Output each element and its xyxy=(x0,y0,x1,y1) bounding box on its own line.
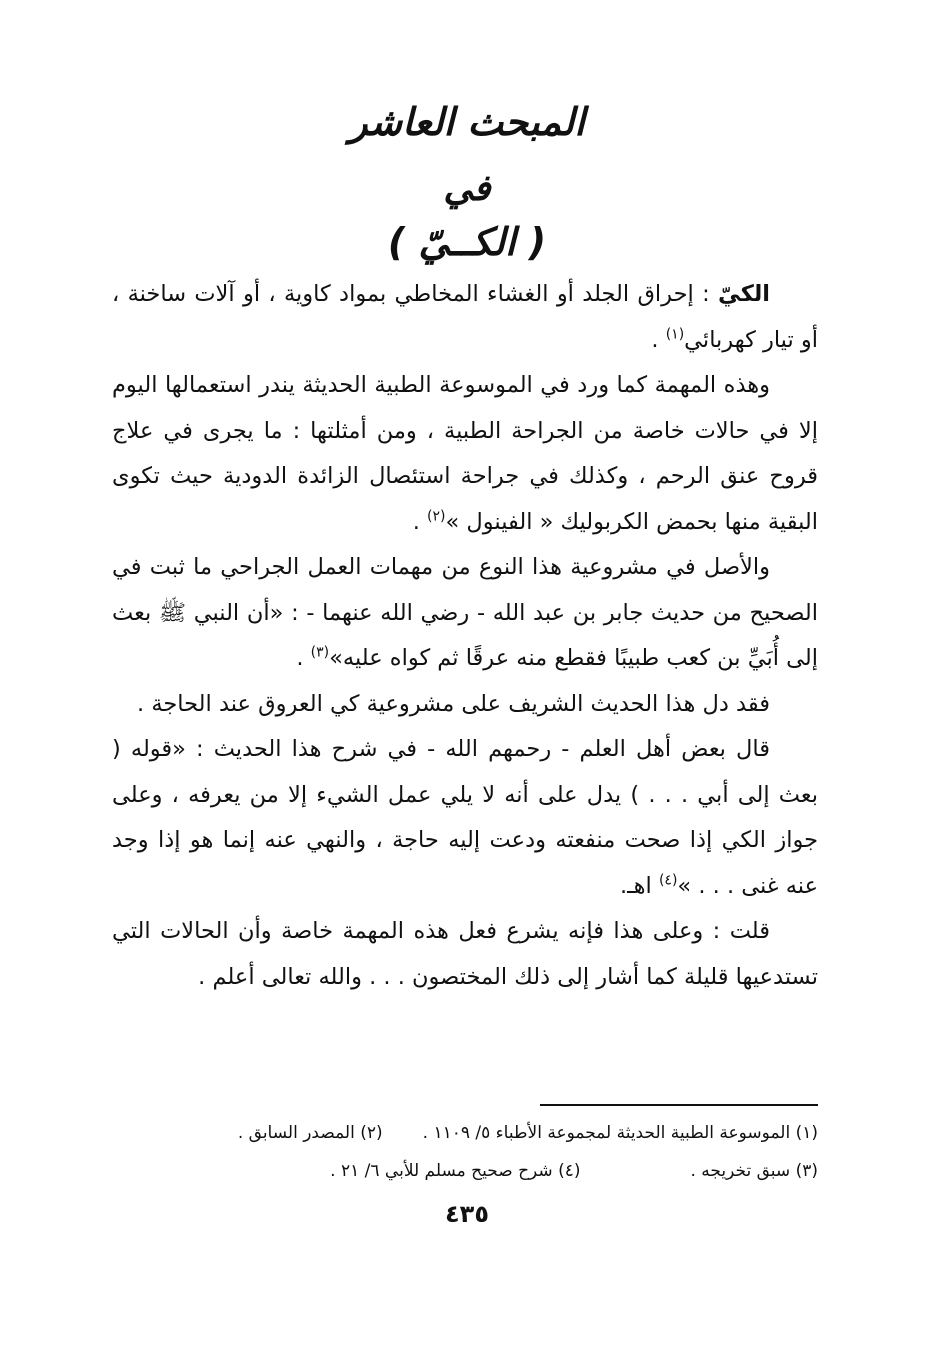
footnote-divider xyxy=(540,1104,818,1106)
paragraph-end: . xyxy=(651,326,666,353)
paragraph-conclusion: قلت : وعلى هذا فإنه يشرع فعل هذه المهمة خاصة وأن الحالات التي تستدعيها قليلة كما أشار إلى ذلك المختصون . . . والله تعالى أعلم . xyxy=(112,918,818,990)
main-text xyxy=(112,272,818,1000)
paragraph-medical-use xyxy=(112,363,818,545)
paragraph-text: قال بعض أهل العلم - رحمهم الله - في شرح هذا الحديث : «قوله ( بعث إلى أبي . . . ) يدل على أنه لا يلي عمل الشيء إلا من يعرفه ، وعلى جواز الكي إذا صحت منفعته ودعت إليه حاجة ، والنهي عنه إنما هو إذا وجد عنه غنى . . . » xyxy=(112,736,818,899)
footnote-ref: (٢) xyxy=(427,508,446,524)
footnote-row xyxy=(112,1152,818,1190)
paragraph-end: . xyxy=(296,645,311,671)
footnote-ref: (١) xyxy=(665,326,685,342)
paragraph-text: والأصل في مشروعية هذا النوع من مهمات العمل الجراحي ما ثبت في الصحيح من حديث جابر بن عبد الله - رضي الله عنهما - : «أن النبي ﷺ بعث إلى أُبَيِّ بن كعب طبيبًا فقطع منه عرقًا ثم كواه عليه» xyxy=(112,554,818,671)
paragraph-legitimacy xyxy=(112,545,818,682)
paragraph-evidence: فقد دل هذا الحديث الشريف على مشروعية كي العروق عند الحاجة . xyxy=(137,690,770,717)
paragraph-scholar-quote xyxy=(112,727,818,909)
footnote-ref: (٤) xyxy=(658,872,678,888)
footnote-1: (١) الموسوعة الطبية الحديثة لمجموعة الأطباء ٥/ ١١٠٩ . xyxy=(422,1123,818,1143)
section-subject: ( الكــيّ ) xyxy=(387,220,547,264)
page-number: ٤٣٥ xyxy=(445,1200,489,1228)
section-title: المبحث العاشر xyxy=(349,100,585,144)
paragraph-end: اهـ. xyxy=(619,872,659,899)
paragraph-end: . xyxy=(412,508,428,535)
footnote-4: (٤) شرح صحيح مسلم للأبي ٦/ ٢١ . xyxy=(330,1161,581,1181)
section-title-preposition: في xyxy=(443,168,491,209)
footnote-row xyxy=(112,1114,818,1152)
footnotes xyxy=(112,1114,818,1190)
footnote-2: (٢) المصدر السابق . xyxy=(237,1123,383,1143)
footnote-3: (٣) سبق تخريجه . xyxy=(690,1161,818,1181)
footnote-ref: (٣) xyxy=(310,644,330,661)
defined-term: الكيّ xyxy=(717,281,770,307)
paragraph-definition xyxy=(112,272,818,363)
paragraph-text: : إحراق الجلد أو الغشاء المخاطي بمواد كاوية ، أو آلات ساخنة ، أو تيار كهربائي xyxy=(112,281,818,353)
paragraph-text: وهذه المهمة كما ورد في الموسوعة الطبية الحديثة يندر استعمالها اليوم إلا في حالات خاصة من الجراحة الطبية ، ومن أمثلتها : ما يجرى في علاج قروح عنق الرحم ، وكذلك في جراحة استئصال الزائدة الدودية حيث تكوى البقية منها بحمض الكربوليك « الفينول » xyxy=(112,372,818,535)
